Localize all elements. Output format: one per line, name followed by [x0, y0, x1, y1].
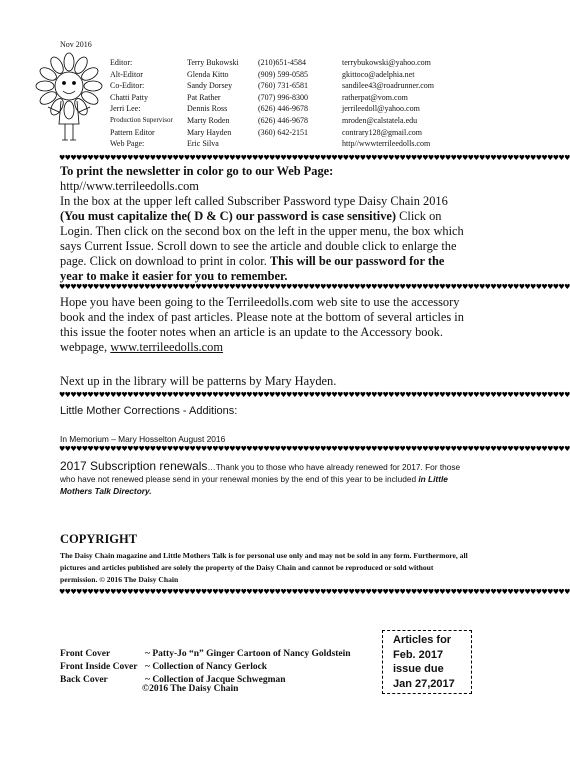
- copyright-body: The Daisy Chain magazine and Little Mothers Talk is for personal use only and may not be sold in any form. Furthermore, all pictures and articles published are solely the property of the Daisy Chain and cannot be reproduced or sold without permission. © 2016 The Daisy Chain: [60, 551, 468, 584]
- staff-phone: (760) 731-6581: [258, 81, 308, 91]
- staff-name: Marty Roden: [187, 115, 230, 125]
- staff-name: Terry Bukowski: [187, 58, 239, 67]
- print-steps: Click on Login. Then click on the second box on the left in the upper menu, the box which says Current Issue. Scroll down to see the article and double click to enlarge the page. Click on download to print in color.: [60, 209, 464, 268]
- webpage-label: webpage,: [60, 340, 111, 354]
- staff-name: Dennis Ross: [187, 104, 228, 114]
- copyright-title: COPYRIGHT: [60, 532, 138, 546]
- staff-email: gkittoco@adelphia.net: [342, 69, 415, 79]
- staff-role: Chatti Patty: [110, 92, 148, 102]
- staff-email: jerrileedoll@yahoo.com: [342, 104, 420, 114]
- deadline-line: issue due: [393, 663, 444, 675]
- heart-divider: ♥♥♥♥♥♥♥♥♥♥♥♥♥♥♥♥♥♥♥♥♥♥♥♥♥♥♥♥♥♥♥♥♥♥♥♥♥♥♥♥♥♥♥♥♥♥♥♥♥♥♥♥♥♥♥♥♥♥♥♥♥♥♥♥♥♥♥♥♥♥♥♥♥♥♥♥♥♥♥♥♥♥♥♥♥♥♥♥♥♥: [59, 391, 570, 399]
- staff-name: Mary Hayden: [187, 127, 232, 137]
- staff-email: contrary128@gmail.com: [342, 127, 423, 137]
- subscription-body: …Thank you to those who have already renewed for 2017. For those who have not renewed please send in your renewal monies by the end of this year to be included: [60, 462, 461, 484]
- staff-name: Pat Rather: [187, 92, 221, 102]
- deadline-line: Articles for: [393, 634, 452, 646]
- footer-copyright: ©2016 The Daisy Chain: [142, 684, 239, 694]
- staff-phone: (707) 996-8300: [258, 92, 308, 102]
- password-note: (You must capitalize the( D & C) our password is case sensitive): [60, 209, 397, 223]
- staff-role: Editor:: [110, 58, 133, 67]
- staff-phone: (210)651-4584: [258, 58, 306, 67]
- directory-name: in Little Mothers Talk Directory.: [60, 474, 448, 496]
- staff-email: sandilee43@roadrunner.com: [342, 81, 435, 91]
- staff-phone: (626) 446-9678: [258, 115, 308, 125]
- cover-label: Front Inside Cover: [60, 662, 138, 672]
- next-up: Next up in the library will be patterns by Mary Hayden.: [60, 374, 337, 388]
- staff-email: mroden@calstatela.edu: [342, 115, 418, 125]
- cover-label: Back Cover: [60, 675, 108, 685]
- staff-role: Production Supervisor: [110, 115, 173, 124]
- staff-role: Co-Editor:: [110, 81, 145, 91]
- staff-role: Alt-Editor: [110, 69, 143, 79]
- heart-divider: ♥♥♥♥♥♥♥♥♥♥♥♥♥♥♥♥♥♥♥♥♥♥♥♥♥♥♥♥♥♥♥♥♥♥♥♥♥♥♥♥♥♥♥♥♥♥♥♥♥♥♥♥♥♥♥♥♥♥♥♥♥♥♥♥♥♥♥♥♥♥♥♥♥♥♥♥♥♥♥♥♥♥♥♥♥♥♥♥♥♥: [59, 445, 570, 453]
- staff-role: Pattern Editor: [110, 127, 155, 137]
- staff-phone: (626) 446-9678: [258, 104, 308, 114]
- memoriam: In Memorium – Mary Hosselton August 2016: [60, 434, 226, 444]
- corrections-heading: Little Mother Corrections - Additions:: [60, 405, 238, 417]
- issue-date: Nov 2016: [60, 40, 92, 49]
- deadline-line: Jan 27,2017: [393, 677, 455, 690]
- print-instructions: [60, 164, 465, 284]
- heart-divider: ♥♥♥♥♥♥♥♥♥♥♥♥♥♥♥♥♥♥♥♥♥♥♥♥♥♥♥♥♥♥♥♥♥♥♥♥♥♥♥♥♥♥♥♥♥♥♥♥♥♥♥♥♥♥♥♥♥♥♥♥♥♥♥♥♥♥♥♥♥♥♥♥♥♥♥♥♥♥♥♥♥♥♥♥♥♥♥♥♥♥: [59, 588, 570, 596]
- staff-email: terrybukowski@yahoo.com: [342, 58, 431, 67]
- daisy-logo: [32, 52, 106, 146]
- print-url: http//www.terrileedolls.com: [60, 179, 199, 193]
- cover-value: ~ Collection of Nancy Gerlock: [145, 662, 268, 672]
- staff-email: ratherpat@vom.com: [342, 92, 408, 102]
- staff-role: Web Page:: [110, 139, 145, 149]
- staff-phone: (909) 599-0585: [258, 69, 308, 79]
- staff-phone: (360) 642-2151: [258, 127, 308, 137]
- staff-name: Glenda Kitto: [187, 69, 229, 79]
- deadline-box: [382, 630, 472, 694]
- cover-value: ~ Patty-Jo “n” Ginger Cartoon of Nancy Goldstein: [145, 649, 351, 659]
- webpage-link[interactable]: www.terrileedolls.com: [110, 340, 223, 354]
- print-text: In the box at the upper left called Subscriber Password type Daisy Chain 2016: [60, 194, 448, 208]
- cover-label: Front Cover: [60, 649, 111, 659]
- staff-role: Jerri Lee:: [110, 104, 141, 114]
- heart-divider: ♥♥♥♥♥♥♥♥♥♥♥♥♥♥♥♥♥♥♥♥♥♥♥♥♥♥♥♥♥♥♥♥♥♥♥♥♥♥♥♥♥♥♥♥♥♥♥♥♥♥♥♥♥♥♥♥♥♥♥♥♥♥♥♥♥♥♥♥♥♥♥♥♥♥♥♥♥♥♥♥♥♥♥♥♥♥♥♥♥♥: [59, 154, 570, 162]
- subscription-title: 2017 Subscription renewals: [60, 459, 208, 473]
- heart-divider: ♥♥♥♥♥♥♥♥♥♥♥♥♥♥♥♥♥♥♥♥♥♥♥♥♥♥♥♥♥♥♥♥♥♥♥♥♥♥♥♥♥♥♥♥♥♥♥♥♥♥♥♥♥♥♥♥♥♥♥♥♥♥♥♥♥♥♥♥♥♥♥♥♥♥♥♥♥♥♥♥♥♥♥♥♥♥♥♥♥♥: [59, 283, 570, 291]
- cover-value: ~ Collection of Jacque Schwegman: [145, 675, 286, 685]
- hope-paragraph: [60, 295, 465, 355]
- staff-email: http//wwwterrileedolls.com: [342, 139, 431, 149]
- hope-text: Hope you have been going to the Terrileedolls.com web site to use the accessory book and the index of past articles. Please note at the bottom of several articles in this issue the footer notes when an article is an update to the Accessory book.: [60, 295, 464, 339]
- staff-name: Sandy Dorsey: [187, 81, 233, 91]
- print-lead: To print the newsletter in color go to our Web Page:: [60, 164, 334, 178]
- deadline-line: Feb. 2017: [393, 648, 444, 661]
- staff-name: Eric Silva: [187, 139, 219, 149]
- password-reminder: This will be our password for the year to make it easier for you to remember.: [60, 254, 445, 283]
- subscription-notice: [60, 460, 465, 497]
